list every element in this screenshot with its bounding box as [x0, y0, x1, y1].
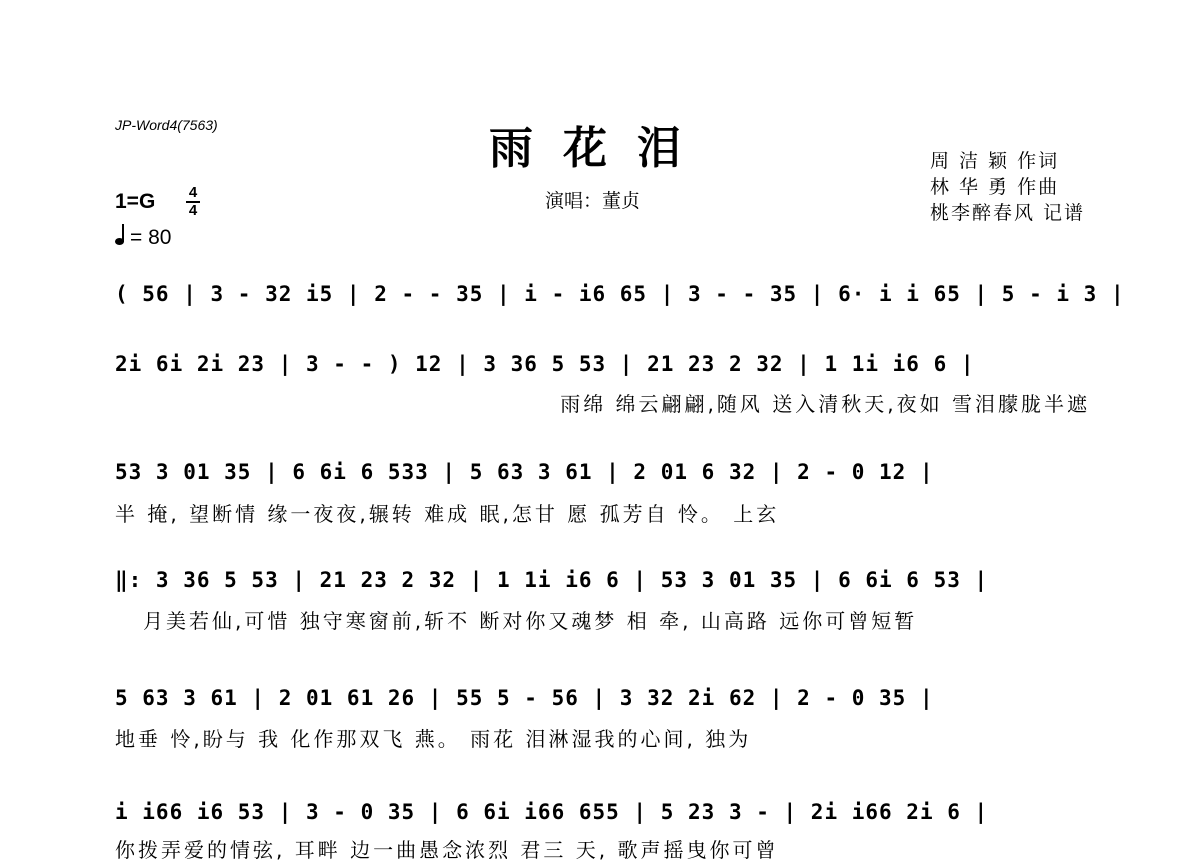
- tempo-value: = 80: [130, 226, 172, 249]
- software-label: JP-Word4(7563): [115, 117, 218, 133]
- credits-block: [930, 148, 1085, 226]
- lyricist-credit: 周 洁 颖 作词: [929, 150, 1060, 172]
- lyric-line-6: 你拨弄爱的情弦, 耳畔 边一曲愚念浓烈 君三 天, 歌声摇曳你可曾: [115, 838, 779, 862]
- lyric-line-5: 地垂 怜,盼与 我 化作那双飞 燕。 雨花 泪淋湿我的心间, 独为: [115, 727, 752, 751]
- score-line-3: 53 3 01 35 | 6 6i 6 533 | 5 63 3 61 | 2 01 6 32 | 2 - 0 12 |: [115, 460, 934, 484]
- score-line-4: ‖: 3 36 5 53 | 21 23 2 32 | 1 1i i6 6 | 53 3 01 35 | 6 6i 6 53 |: [115, 568, 989, 592]
- singer-label: 演唱：董贞: [545, 190, 641, 212]
- time-signature-bottom: 4: [188, 202, 198, 219]
- time-signature: [186, 185, 200, 219]
- transcriber-credit: 桃李醉春风 记谱: [929, 202, 1085, 224]
- score-line-6: i i66 i6 53 | 3 - 0 35 | 6 6i i66 655 | 5 23 3 - | 2i i66 2i 6 |: [115, 800, 989, 824]
- composer-credit: 林 华 勇 作曲: [929, 176, 1060, 198]
- time-signature-top: 4: [188, 184, 198, 201]
- score-line-1: ( 56 | 3 - 32 i5 | 2 - - 35 | i - i6 65 | 3 - - 35 | 6· i i 65 | 5 - i 3 |: [115, 282, 1125, 306]
- lyric-line-4: 月美若仙,可惜 独守寒窗前,斩不 断对你又魂梦 相 牵, 山高路 远你可曾短暂: [143, 609, 918, 633]
- quarter-note-icon: [115, 238, 124, 245]
- score-line-5: 5 63 3 61 | 2 01 61 26 | 55 5 - 56 | 3 32 2i 62 | 2 - 0 35 |: [115, 686, 934, 710]
- tempo-marking: [115, 226, 171, 250]
- score-line-2: 2i 6i 2i 23 | 3 - - ) 12 | 3 36 5 53 | 21 23 2 32 | 1 1i i6 6 |: [115, 352, 975, 376]
- key-signature: 1=G: [115, 190, 156, 213]
- song-title: 雨花泪: [489, 123, 711, 174]
- lyric-line-2: 雨绵 绵云翩翩,随风 送入清秋天,夜如 雪泪朦胧半遮: [560, 392, 1090, 416]
- lyric-line-3: 半 掩, 望断情 缘一夜夜,辗转 难成 眠,怎甘 愿 孤芳自 怜。 上玄: [115, 502, 780, 526]
